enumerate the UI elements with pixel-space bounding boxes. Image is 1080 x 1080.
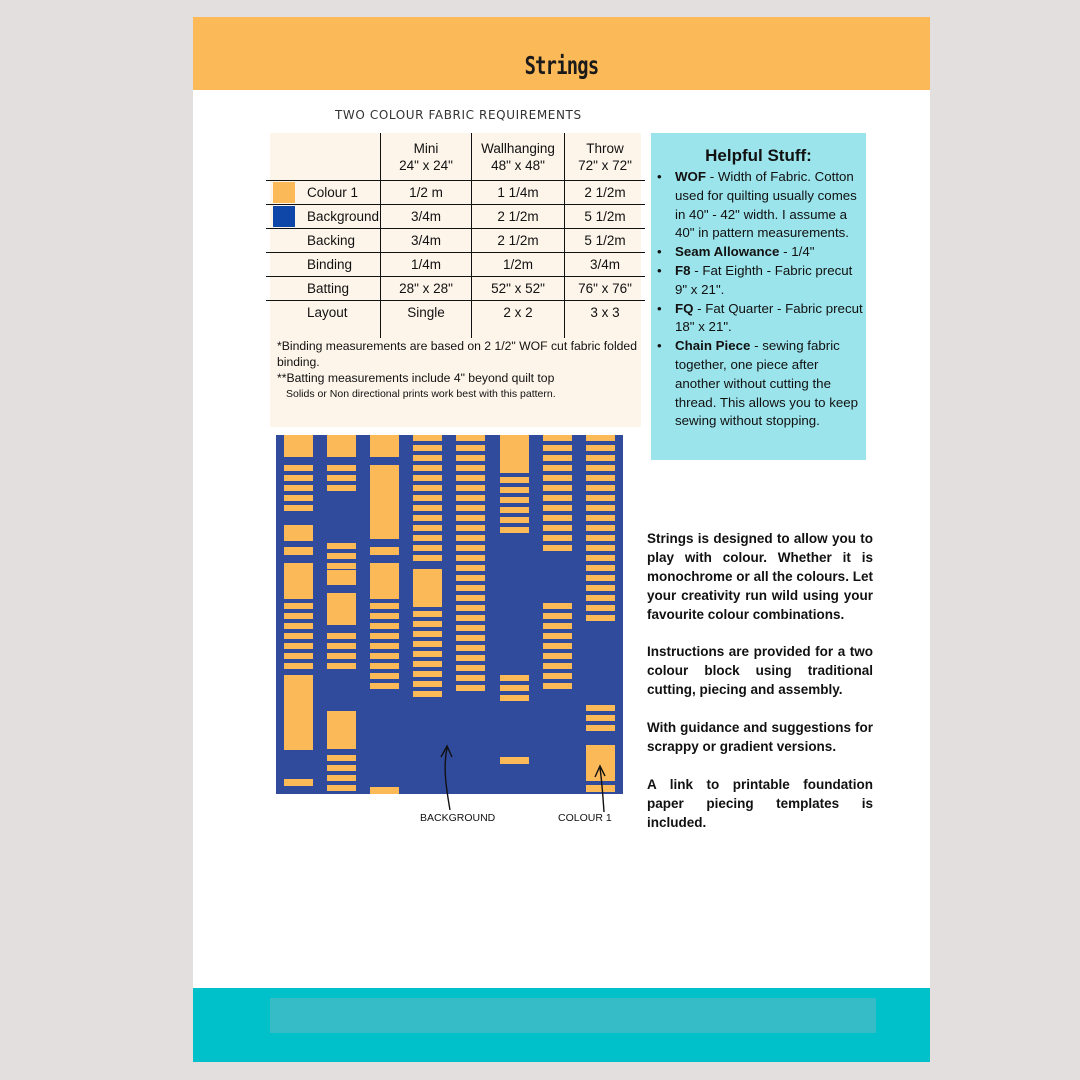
description-paragraph: A link to printable foundation paper piecing templates is included. xyxy=(647,776,873,830)
quilt-strip xyxy=(456,575,485,581)
quilt-strip xyxy=(327,570,356,585)
quilt-strip xyxy=(500,675,529,681)
quilt-strip xyxy=(284,547,313,555)
column-header: Mini 24" x 24" xyxy=(381,133,472,181)
quilt-strip xyxy=(284,643,313,649)
quilt-strip xyxy=(413,525,442,531)
quilt-strip xyxy=(586,745,615,781)
quilt-strip xyxy=(370,465,399,539)
quilt-strip xyxy=(543,613,572,619)
quilt-strip xyxy=(327,465,356,471)
quilt-strip xyxy=(586,715,615,721)
quilt-strip xyxy=(327,663,356,669)
quilt-strip xyxy=(586,475,615,481)
quilt-strip xyxy=(586,785,615,792)
quilt-strip xyxy=(370,643,399,649)
quilt-strip xyxy=(586,595,615,601)
quilt-strip xyxy=(370,613,399,619)
quilt-strip xyxy=(456,635,485,641)
quilt-strip xyxy=(327,543,356,549)
requirements-notes xyxy=(277,338,637,402)
quilt-strip xyxy=(456,595,485,601)
quilt-strip xyxy=(327,785,356,791)
quilt-strip xyxy=(586,705,615,711)
quilt-strip xyxy=(413,475,442,481)
requirements-heading: TWO COLOUR FABRIC REQUIREMENTS xyxy=(335,108,582,122)
quilt-strip xyxy=(543,663,572,669)
quilt-strip xyxy=(413,455,442,461)
footer-band xyxy=(193,988,930,1062)
quilt-strip xyxy=(413,641,442,647)
background-swatch xyxy=(273,206,295,227)
quilt-strip xyxy=(370,633,399,639)
list-item: • FQ - Fat Quarter - Fabric precut 18" x 21". xyxy=(657,300,863,335)
quilt-strip xyxy=(500,487,529,493)
quilt-strip xyxy=(543,623,572,629)
quilt-strip xyxy=(500,517,529,523)
quilt-strip xyxy=(327,765,356,771)
quilt-strip xyxy=(327,711,356,749)
quilt-strip xyxy=(284,495,313,501)
quilt-strip xyxy=(500,507,529,513)
quilt-strip xyxy=(370,435,399,457)
quilt-strip xyxy=(456,645,485,651)
quilt-strip xyxy=(456,525,485,531)
quilt-strip xyxy=(543,525,572,531)
quilt-strip xyxy=(500,757,529,764)
quilt-strip xyxy=(456,445,485,451)
quilt-strip xyxy=(456,565,485,571)
quilt-strip xyxy=(327,553,356,559)
quilt-strip xyxy=(413,485,442,491)
quilt-strip xyxy=(284,465,313,471)
quilt-strip xyxy=(413,631,442,637)
quilt-strip xyxy=(456,535,485,541)
description-paragraph: Strings is designed to allow you to play with colour. Whether it is monochrome or all the colours. Let your creativity run wild using your favourite colour combinations. xyxy=(647,531,873,622)
quilt-strip xyxy=(413,569,442,607)
table-row: Binding 1/4m 1/2m 3/4m xyxy=(266,253,645,277)
quilt-strips xyxy=(276,435,623,794)
table-row: Background 3/4m 2 1/2m 5 1/2m xyxy=(266,205,645,229)
quilt-strip xyxy=(456,615,485,621)
quilt-strip xyxy=(586,445,615,451)
quilt-strip xyxy=(543,633,572,639)
quilt-strip xyxy=(370,623,399,629)
quilt-strip xyxy=(327,435,356,457)
quilt-strip xyxy=(586,465,615,471)
quilt-strip xyxy=(543,475,572,481)
quilt-strip xyxy=(284,603,313,609)
quilt-strip xyxy=(586,515,615,521)
colour1-swatch xyxy=(273,182,295,203)
quilt-strip xyxy=(413,435,442,441)
quilt-strip xyxy=(456,515,485,521)
quilt-strip xyxy=(456,605,485,611)
table-row: Layout Single 2 x 2 3 x 3 xyxy=(266,301,645,325)
quilt-strip xyxy=(413,651,442,657)
quilt-strip xyxy=(586,435,615,441)
quilt-strip xyxy=(586,485,615,491)
pattern-description xyxy=(647,530,873,851)
quilt-strip xyxy=(413,555,442,561)
column-header: Wallhanging 48" x 48" xyxy=(472,133,565,181)
quilt-strip xyxy=(586,545,615,551)
quilt-strip xyxy=(586,555,615,561)
quilt-strip xyxy=(284,623,313,629)
table-header-row xyxy=(266,133,645,181)
quilt-strip xyxy=(500,685,529,691)
binding-note: *Binding measurements are based on 2 1/2" WOF cut fabric folded binding. xyxy=(277,339,637,369)
column-header: Throw 72" x 72" xyxy=(565,133,646,181)
quilt-strip xyxy=(586,535,615,541)
list-item: • Chain Piece - sewing fabric together, one piece after another without cutting the thread. This allows you to keep sewing without stopping. xyxy=(657,338,859,429)
quilt-strip xyxy=(284,779,313,786)
bullet-icon: • xyxy=(657,338,662,354)
quilt-strip xyxy=(284,475,313,481)
quilt-strip xyxy=(456,435,485,441)
quilt-strip xyxy=(370,683,399,689)
quilt-strip xyxy=(413,691,442,697)
quilt-strip xyxy=(284,563,313,599)
quilt-strip xyxy=(456,625,485,631)
quilt-strip xyxy=(543,445,572,451)
quilt-strip xyxy=(456,675,485,681)
table-row: Backing 3/4m 2 1/2m 5 1/2m xyxy=(266,229,645,253)
quilt-strip xyxy=(370,563,399,599)
footer-bar xyxy=(270,998,876,1033)
table-row: Batting 28" x 28" 52" x 52" 76" x 76" xyxy=(266,277,645,301)
bullet-icon: • xyxy=(657,244,662,260)
quilt-strip xyxy=(327,775,356,781)
quilt-strip xyxy=(284,485,313,491)
quilt-strip xyxy=(543,465,572,471)
quilt-strip xyxy=(543,495,572,501)
quilt-strip xyxy=(456,585,485,591)
pattern-page xyxy=(193,17,930,1062)
quilt-strip xyxy=(327,643,356,649)
quilt-strip xyxy=(456,475,485,481)
quilt-strip xyxy=(456,685,485,691)
quilt-strip xyxy=(586,495,615,501)
quilt-strip xyxy=(456,545,485,551)
bullet-icon: • xyxy=(657,169,662,184)
quilt-strip xyxy=(327,653,356,659)
quilt-strip xyxy=(413,545,442,551)
quilt-strip xyxy=(413,445,442,451)
quilt-strip xyxy=(370,653,399,659)
quilt-strip xyxy=(543,603,572,609)
quilt-strip xyxy=(284,525,313,541)
quilt-strip xyxy=(543,535,572,541)
requirements-table xyxy=(266,133,645,338)
quilt-strip xyxy=(543,653,572,659)
quilt-strip xyxy=(543,505,572,511)
list-item: • Seam Allowance - 1/4" xyxy=(657,243,865,262)
quilt-strip xyxy=(413,671,442,677)
quilt-strip xyxy=(586,455,615,461)
quilt-strip xyxy=(370,787,399,794)
quilt-strip xyxy=(413,495,442,501)
quilt-strip xyxy=(284,675,313,750)
quilt-strip xyxy=(543,545,572,551)
quilt-strip xyxy=(284,633,313,639)
quilt-strip xyxy=(413,505,442,511)
description-paragraph: With guidance and suggestions for scrappy or gradient versions. xyxy=(647,720,873,754)
quilt-strip xyxy=(500,497,529,503)
fabric-tip: Solids or Non directional prints work best with this pattern. xyxy=(286,388,556,400)
batting-note: **Batting measurements include 4" beyond quilt top xyxy=(277,371,555,385)
quilt-strip xyxy=(456,505,485,511)
quilt-strip xyxy=(456,485,485,491)
table-row: Colour 1 1/2 m 1 1/4m 2 1/2m xyxy=(266,181,645,205)
quilt-strip xyxy=(413,611,442,617)
quilt-strip xyxy=(327,475,356,481)
quilt-strip xyxy=(586,585,615,591)
quilt-strip xyxy=(456,555,485,561)
quilt-strip xyxy=(327,755,356,761)
quilt-strip xyxy=(413,515,442,521)
quilt-strip xyxy=(500,527,529,533)
quilt-strip xyxy=(284,505,313,511)
quilt-strip xyxy=(586,565,615,571)
description-paragraph: Instructions are provided for a two colour block using traditional cutting, piecing and assembly. xyxy=(647,644,873,698)
quilt-strip xyxy=(456,655,485,661)
quilt-strip xyxy=(586,615,615,621)
quilt-strip xyxy=(543,683,572,689)
quilt-strip xyxy=(413,661,442,667)
quilt-strip xyxy=(327,593,356,625)
quilt-strip xyxy=(543,455,572,461)
quilt-strip xyxy=(413,535,442,541)
page-title: Strings xyxy=(524,51,599,80)
quilt-strip xyxy=(543,643,572,649)
quilt-strip xyxy=(327,485,356,491)
quilt-strip xyxy=(284,663,313,669)
quilt-strip xyxy=(413,465,442,471)
quilt-strip xyxy=(543,515,572,521)
list-item: • WOF - Width of Fabric. Cotton used for quilting usually comes in 40" - 42" width. I assume a 40" in pattern measurements. xyxy=(657,169,857,241)
quilt-strip xyxy=(456,495,485,501)
helpful-title: Helpful Stuff: xyxy=(705,146,812,165)
quilt-strip xyxy=(284,613,313,619)
quilt-strip xyxy=(543,485,572,491)
quilt-strip xyxy=(284,435,313,457)
quilt-illustration xyxy=(276,435,623,794)
quilt-strip xyxy=(586,725,615,731)
list-item: • F8 - Fat Eighth - Fabric precut 9" x 21". xyxy=(657,262,853,297)
helpful-list xyxy=(657,168,865,431)
quilt-strip xyxy=(500,695,529,701)
quilt-strip xyxy=(456,455,485,461)
quilt-strip xyxy=(370,673,399,679)
quilt-strip xyxy=(327,563,356,569)
quilt-strip xyxy=(370,663,399,669)
quilt-strip xyxy=(413,621,442,627)
quilt-strip xyxy=(370,547,399,555)
quilt-strip xyxy=(543,435,572,441)
quilt-strip xyxy=(586,575,615,581)
quilt-strip xyxy=(327,633,356,639)
helpful-stuff-panel xyxy=(651,133,866,460)
quilt-strip xyxy=(500,435,529,473)
quilt-strip xyxy=(370,603,399,609)
quilt-strip xyxy=(413,681,442,687)
quilt-strip xyxy=(456,465,485,471)
background-label: BACKGROUND xyxy=(420,812,496,824)
quilt-strip xyxy=(586,605,615,611)
colour1-label: COLOUR 1 xyxy=(558,812,612,824)
quilt-strip xyxy=(586,505,615,511)
quilt-strip xyxy=(456,665,485,671)
bullet-icon: • xyxy=(657,300,662,316)
quilt-strip xyxy=(284,653,313,659)
quilt-strip xyxy=(500,477,529,483)
quilt-strip xyxy=(543,673,572,679)
bullet-icon: • xyxy=(657,262,662,278)
quilt-strip xyxy=(586,525,615,531)
